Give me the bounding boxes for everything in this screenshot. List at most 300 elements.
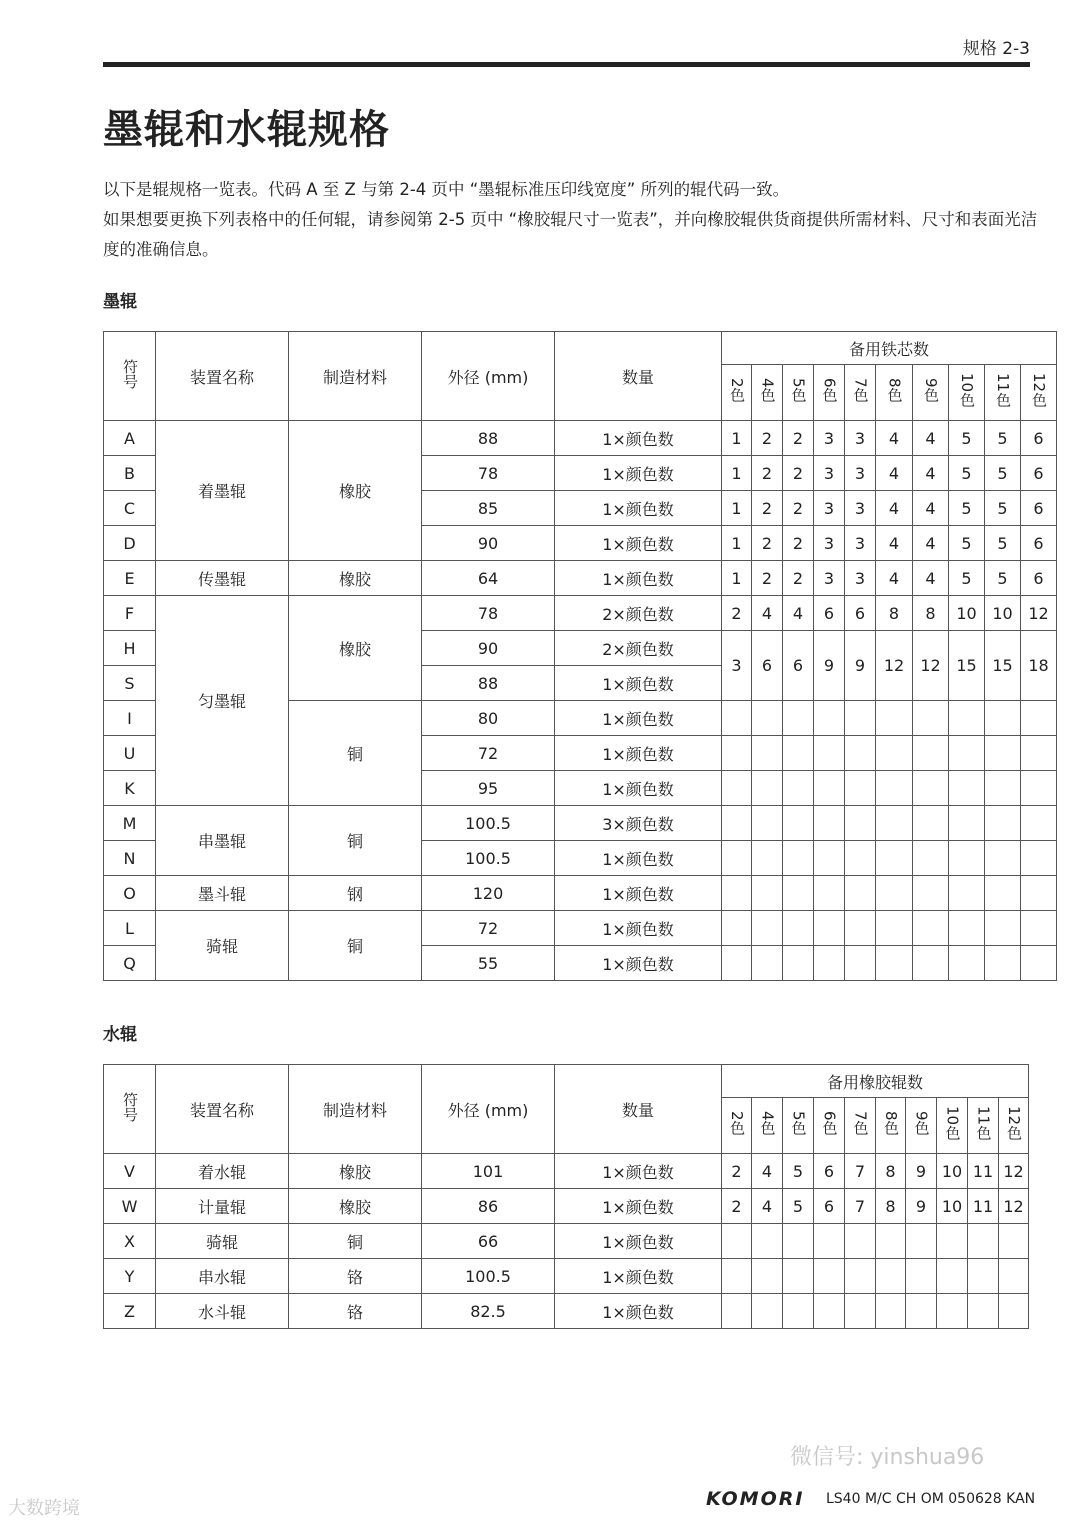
spare-count-empty: [949, 771, 985, 806]
spare-count: 1: [722, 456, 752, 491]
spare-count-empty: [913, 876, 949, 911]
outer-diameter: 100.5: [422, 806, 555, 841]
spare-count: 11: [968, 1154, 999, 1189]
spare-count-empty: [845, 771, 876, 806]
spare-count: 2: [722, 1154, 752, 1189]
spare-count-empty: [845, 911, 876, 946]
spare-count-empty: [783, 1259, 814, 1294]
spare-count: 3: [845, 561, 876, 596]
col-header-quantity: 数量: [555, 1065, 722, 1154]
spare-count: 11: [968, 1189, 999, 1224]
spare-count: 2: [783, 491, 814, 526]
quantity: 1×颜色数: [555, 841, 722, 876]
spare-count-empty: [937, 1294, 968, 1329]
spare-count: 6: [814, 596, 845, 631]
device-name: 着水辊: [156, 1154, 289, 1189]
intro-paragraph-1: 以下是辊规格一览表。代码 A 至 Z 与第 2-4 页中 “墨辊标准压印线宽度” 所列的辊代码一致。: [103, 180, 790, 199]
spare-count-empty: [985, 736, 1021, 771]
table-row: [104, 806, 1057, 841]
spare-count: 8: [876, 1189, 906, 1224]
spare-count-empty: [906, 1294, 937, 1329]
spare-count-empty: [999, 1259, 1029, 1294]
spare-count-empty: [814, 946, 845, 981]
spare-count-empty: [752, 771, 783, 806]
spare-count-empty: [1021, 771, 1057, 806]
spare-count: 2: [783, 456, 814, 491]
outer-diameter: 90: [422, 526, 555, 561]
roller-code: U: [104, 736, 156, 771]
spare-count-empty: [814, 771, 845, 806]
spare-count: 5: [985, 561, 1021, 596]
table-row: [104, 1154, 1029, 1189]
spare-count-empty: [1021, 806, 1057, 841]
roller-code: B: [104, 456, 156, 491]
spare-count-empty: [913, 736, 949, 771]
spare-count-empty: [876, 946, 913, 981]
spare-count: 4: [913, 491, 949, 526]
spare-count: 5: [985, 491, 1021, 526]
spare-count-empty: [752, 911, 783, 946]
spare-count: 1: [722, 491, 752, 526]
spare-count: 12: [913, 631, 949, 701]
spare-count-empty: [783, 1224, 814, 1259]
col-header-name: 装置名称: [156, 332, 289, 421]
spare-count-empty: [752, 946, 783, 981]
spare-count-empty: [783, 771, 814, 806]
quantity: 2×颜色数: [555, 631, 722, 666]
outer-diameter: 90: [422, 631, 555, 666]
spare-count-empty: [752, 1259, 783, 1294]
spare-count: 4: [876, 526, 913, 561]
spare-count-empty: [814, 876, 845, 911]
color-count-header: 6色: [814, 1098, 845, 1154]
spare-count-empty: [913, 946, 949, 981]
col-header-name: 装置名称: [156, 1065, 289, 1154]
spare-count-empty: [876, 1224, 906, 1259]
spare-count: 10: [985, 596, 1021, 631]
spare-count-empty: [722, 841, 752, 876]
device-name: 计量辊: [156, 1189, 289, 1224]
spare-count-empty: [814, 841, 845, 876]
spare-count-empty: [985, 771, 1021, 806]
spare-count: 10: [937, 1154, 968, 1189]
color-count-header: 7色: [845, 365, 876, 421]
spare-count-empty: [814, 1294, 845, 1329]
spare-count-empty: [876, 736, 913, 771]
outer-diameter: 72: [422, 736, 555, 771]
roller-code: S: [104, 666, 156, 701]
spare-count-empty: [906, 1259, 937, 1294]
spare-count: 4: [876, 456, 913, 491]
spare-count-empty: [845, 946, 876, 981]
roller-code: M: [104, 806, 156, 841]
color-count-header: 5色: [783, 365, 814, 421]
spare-count-empty: [845, 1224, 876, 1259]
color-count-header: 6色: [814, 365, 845, 421]
spare-count-empty: [845, 876, 876, 911]
spare-count: 4: [913, 421, 949, 456]
spare-count: 2: [783, 526, 814, 561]
outer-diameter: 100.5: [422, 1259, 555, 1294]
color-count-header: 4色: [752, 1098, 783, 1154]
page-title: 墨辊和水辊规格: [103, 107, 390, 153]
spare-count: 1: [722, 421, 752, 456]
spare-count-empty: [1021, 841, 1057, 876]
spare-count-empty: [913, 806, 949, 841]
spare-count: 4: [913, 526, 949, 561]
material: 钢: [289, 876, 422, 911]
roller-code: X: [104, 1224, 156, 1259]
material: 橡胶: [289, 1189, 422, 1224]
quantity: 1×颜色数: [555, 736, 722, 771]
quantity: 1×颜色数: [555, 491, 722, 526]
table-row: [104, 561, 1057, 596]
outer-diameter: 95: [422, 771, 555, 806]
ink-section-label: 墨辊: [103, 292, 137, 312]
spare-count-empty: [949, 736, 985, 771]
spare-count-empty: [845, 736, 876, 771]
quantity: 3×颜色数: [555, 806, 722, 841]
col-header-spare: 备用铁芯数: [722, 332, 1057, 365]
roller-code: O: [104, 876, 156, 911]
material: 橡胶: [289, 421, 422, 561]
spare-count-empty: [949, 701, 985, 736]
spare-count-empty: [913, 911, 949, 946]
quantity: 1×颜色数: [555, 1224, 722, 1259]
material: 铬: [289, 1259, 422, 1294]
spare-count-empty: [722, 806, 752, 841]
quantity: 1×颜色数: [555, 526, 722, 561]
spare-count-empty: [949, 806, 985, 841]
spare-count: 6: [1021, 421, 1057, 456]
device-name: 骑辊: [156, 911, 289, 981]
spare-count-empty: [722, 701, 752, 736]
source-watermark: 大数跨境: [8, 1498, 80, 1519]
col-header-symbol: 符号: [104, 1065, 156, 1154]
spare-count-empty: [985, 841, 1021, 876]
spare-count-empty: [1021, 701, 1057, 736]
spare-count-empty: [814, 806, 845, 841]
spare-count: 4: [876, 561, 913, 596]
spare-count: 4: [752, 1189, 783, 1224]
table-row: [104, 1294, 1029, 1329]
spare-count: 4: [913, 561, 949, 596]
spare-count: 4: [876, 421, 913, 456]
outer-diameter: 100.5: [422, 841, 555, 876]
spare-count: 2: [783, 561, 814, 596]
spare-count: 2: [752, 456, 783, 491]
spare-count-empty: [722, 771, 752, 806]
color-count-header: 7色: [845, 1098, 876, 1154]
spare-count: 2: [722, 596, 752, 631]
table-row: [104, 1189, 1029, 1224]
spare-count: 2: [752, 421, 783, 456]
spare-count-empty: [949, 911, 985, 946]
device-name: 匀墨辊: [156, 596, 289, 806]
water-section-label: 水辊: [103, 1025, 137, 1045]
spare-count: 3: [814, 561, 845, 596]
color-count-header: 10色: [949, 365, 985, 421]
spare-count: 5: [949, 421, 985, 456]
spare-count-empty: [783, 1294, 814, 1329]
spare-count: 12: [876, 631, 913, 701]
outer-diameter: 86: [422, 1189, 555, 1224]
table-row: [104, 876, 1057, 911]
quantity: 1×颜色数: [555, 771, 722, 806]
quantity: 1×颜色数: [555, 456, 722, 491]
spare-count-empty: [752, 1294, 783, 1329]
spare-count-empty: [968, 1294, 999, 1329]
spare-count-empty: [949, 841, 985, 876]
color-count-header: 10色: [937, 1098, 968, 1154]
document-code: LS40 M/C CH OM 050628 KAN: [826, 1491, 1036, 1507]
spare-count-empty: [876, 876, 913, 911]
table-row: [104, 596, 1057, 631]
roller-code: Q: [104, 946, 156, 981]
quantity: 1×颜色数: [555, 701, 722, 736]
spare-count: 5: [949, 491, 985, 526]
spare-count-empty: [985, 911, 1021, 946]
spare-count: 3: [845, 456, 876, 491]
color-count-header: 9色: [913, 365, 949, 421]
device-name: 骑辊: [156, 1224, 289, 1259]
spare-count-empty: [876, 911, 913, 946]
spare-count: 6: [1021, 526, 1057, 561]
spare-count: 6: [814, 1189, 845, 1224]
spare-count: 4: [752, 1154, 783, 1189]
roller-code: L: [104, 911, 156, 946]
material: 铜: [289, 701, 422, 806]
spare-count-empty: [845, 841, 876, 876]
spare-count-empty: [1021, 911, 1057, 946]
spare-count-empty: [949, 876, 985, 911]
color-count-header: 12色: [1021, 365, 1057, 421]
spare-count-empty: [937, 1224, 968, 1259]
outer-diameter: 101: [422, 1154, 555, 1189]
spare-count: 6: [814, 1154, 845, 1189]
col-header-diameter: 外径 (mm): [422, 1065, 555, 1154]
spare-count: 3: [722, 631, 752, 701]
col-header-material: 制造材料: [289, 1065, 422, 1154]
spare-count-empty: [722, 876, 752, 911]
spare-count: 8: [913, 596, 949, 631]
spare-count: 12: [1021, 596, 1057, 631]
spare-count-empty: [783, 841, 814, 876]
spare-count-empty: [845, 701, 876, 736]
material: 铬: [289, 1294, 422, 1329]
roller-code: Y: [104, 1259, 156, 1294]
spare-count: 12: [999, 1189, 1029, 1224]
spare-count: 15: [985, 631, 1021, 701]
spare-count-empty: [876, 806, 913, 841]
spare-count: 6: [1021, 561, 1057, 596]
roller-code: E: [104, 561, 156, 596]
spare-count: 2: [752, 526, 783, 561]
quantity: 1×颜色数: [555, 911, 722, 946]
spare-count-empty: [783, 876, 814, 911]
spare-count: 3: [814, 456, 845, 491]
quantity: 1×颜色数: [555, 876, 722, 911]
quantity: 1×颜色数: [555, 1294, 722, 1329]
header-rule: [103, 62, 1030, 67]
spare-count: 1: [722, 526, 752, 561]
outer-diameter: 80: [422, 701, 555, 736]
spare-count-empty: [968, 1224, 999, 1259]
spare-count: 7: [845, 1154, 876, 1189]
spare-count-empty: [845, 1259, 876, 1294]
spare-count-empty: [722, 1259, 752, 1294]
spare-count-empty: [814, 1224, 845, 1259]
spare-count: 6: [1021, 491, 1057, 526]
device-name: 墨斗辊: [156, 876, 289, 911]
device-name: 串水辊: [156, 1259, 289, 1294]
spare-count: 8: [876, 596, 913, 631]
spare-count: 2: [783, 421, 814, 456]
spare-count: 3: [814, 526, 845, 561]
intro-text: [103, 175, 1038, 265]
spare-count: 4: [876, 491, 913, 526]
spare-count: 2: [752, 561, 783, 596]
spare-count: 5: [783, 1154, 814, 1189]
roller-code: A: [104, 421, 156, 456]
spare-count: 3: [845, 526, 876, 561]
outer-diameter: 55: [422, 946, 555, 981]
spare-count: 5: [985, 456, 1021, 491]
spare-count: 6: [752, 631, 783, 701]
spare-count: 5: [985, 526, 1021, 561]
quantity: 1×颜色数: [555, 1154, 722, 1189]
color-count-header: 11色: [985, 365, 1021, 421]
spare-count-empty: [999, 1224, 1029, 1259]
outer-diameter: 78: [422, 456, 555, 491]
spare-count-empty: [814, 1259, 845, 1294]
spare-count-empty: [752, 876, 783, 911]
spare-count-empty: [913, 701, 949, 736]
spare-count-empty: [999, 1294, 1029, 1329]
spare-count: 5: [783, 1189, 814, 1224]
material: 铜: [289, 911, 422, 981]
col-header-symbol: 符号: [104, 332, 156, 421]
quantity: 1×颜色数: [555, 561, 722, 596]
spare-count: 10: [949, 596, 985, 631]
spare-count: 6: [845, 596, 876, 631]
roller-code: W: [104, 1189, 156, 1224]
spare-count-empty: [985, 946, 1021, 981]
device-name: 水斗辊: [156, 1294, 289, 1329]
spare-count: 4: [913, 456, 949, 491]
outer-diameter: 85: [422, 491, 555, 526]
quantity: 1×颜色数: [555, 666, 722, 701]
quantity: 1×颜色数: [555, 1259, 722, 1294]
color-count-header: 5色: [783, 1098, 814, 1154]
spare-count-empty: [876, 841, 913, 876]
outer-diameter: 72: [422, 911, 555, 946]
table-row: [104, 421, 1057, 456]
spare-count-empty: [876, 1294, 906, 1329]
water-roller-table: [103, 1064, 1029, 1329]
spare-count-empty: [949, 946, 985, 981]
spare-count: 3: [845, 491, 876, 526]
spare-count: 3: [814, 491, 845, 526]
spare-count-empty: [722, 1224, 752, 1259]
spare-count-empty: [783, 806, 814, 841]
spare-count-empty: [968, 1259, 999, 1294]
color-count-header: 11色: [968, 1098, 999, 1154]
spare-count: 8: [876, 1154, 906, 1189]
spare-count-empty: [814, 911, 845, 946]
quantity: 1×颜色数: [555, 421, 722, 456]
roller-code: V: [104, 1154, 156, 1189]
color-count-header: 8色: [876, 1098, 906, 1154]
quantity: 2×颜色数: [555, 596, 722, 631]
outer-diameter: 66: [422, 1224, 555, 1259]
roller-code: D: [104, 526, 156, 561]
spare-count-empty: [722, 736, 752, 771]
spare-count-empty: [722, 911, 752, 946]
spare-count-empty: [783, 736, 814, 771]
spare-count-empty: [845, 1294, 876, 1329]
col-header-spare: 备用橡胶辊数: [722, 1065, 1029, 1098]
spare-count-empty: [783, 946, 814, 981]
spare-count-empty: [752, 806, 783, 841]
color-count-header: 2色: [722, 1098, 752, 1154]
color-count-header: 12色: [999, 1098, 1029, 1154]
spare-count: 5: [985, 421, 1021, 456]
spare-count: 12: [999, 1154, 1029, 1189]
spare-count-empty: [722, 1294, 752, 1329]
roller-code: I: [104, 701, 156, 736]
spare-count-empty: [783, 701, 814, 736]
spare-count-empty: [985, 806, 1021, 841]
spare-count-empty: [876, 701, 913, 736]
wechat-watermark: 微信号: yinshua96: [790, 1445, 985, 1470]
spare-count: 5: [949, 456, 985, 491]
material: 橡胶: [289, 1154, 422, 1189]
material: 橡胶: [289, 596, 422, 701]
spare-count-empty: [1021, 876, 1057, 911]
spare-count-empty: [876, 771, 913, 806]
spare-count-empty: [937, 1259, 968, 1294]
spare-count-empty: [985, 701, 1021, 736]
outer-diameter: 120: [422, 876, 555, 911]
table-row: [104, 1224, 1029, 1259]
material: 铜: [289, 806, 422, 876]
spare-count: 2: [722, 1189, 752, 1224]
color-count-header: 9色: [906, 1098, 937, 1154]
table-row: [104, 1259, 1029, 1294]
table-row: [104, 911, 1057, 946]
page-number: 规格 2-3: [962, 39, 1030, 59]
spare-count-empty: [814, 701, 845, 736]
spare-count-empty: [752, 841, 783, 876]
roller-code: F: [104, 596, 156, 631]
spare-count-empty: [1021, 946, 1057, 981]
roller-code: N: [104, 841, 156, 876]
color-count-header: 8色: [876, 365, 913, 421]
roller-code: Z: [104, 1294, 156, 1329]
spare-count: 5: [949, 526, 985, 561]
color-count-header: 4色: [752, 365, 783, 421]
spare-count-empty: [985, 876, 1021, 911]
material: 铜: [289, 1224, 422, 1259]
spare-count: 6: [1021, 456, 1057, 491]
spare-count-empty: [752, 701, 783, 736]
color-count-header: 2色: [722, 365, 752, 421]
spare-count: 6: [783, 631, 814, 701]
spare-count: 4: [752, 596, 783, 631]
spare-count: 9: [845, 631, 876, 701]
roller-code: K: [104, 771, 156, 806]
